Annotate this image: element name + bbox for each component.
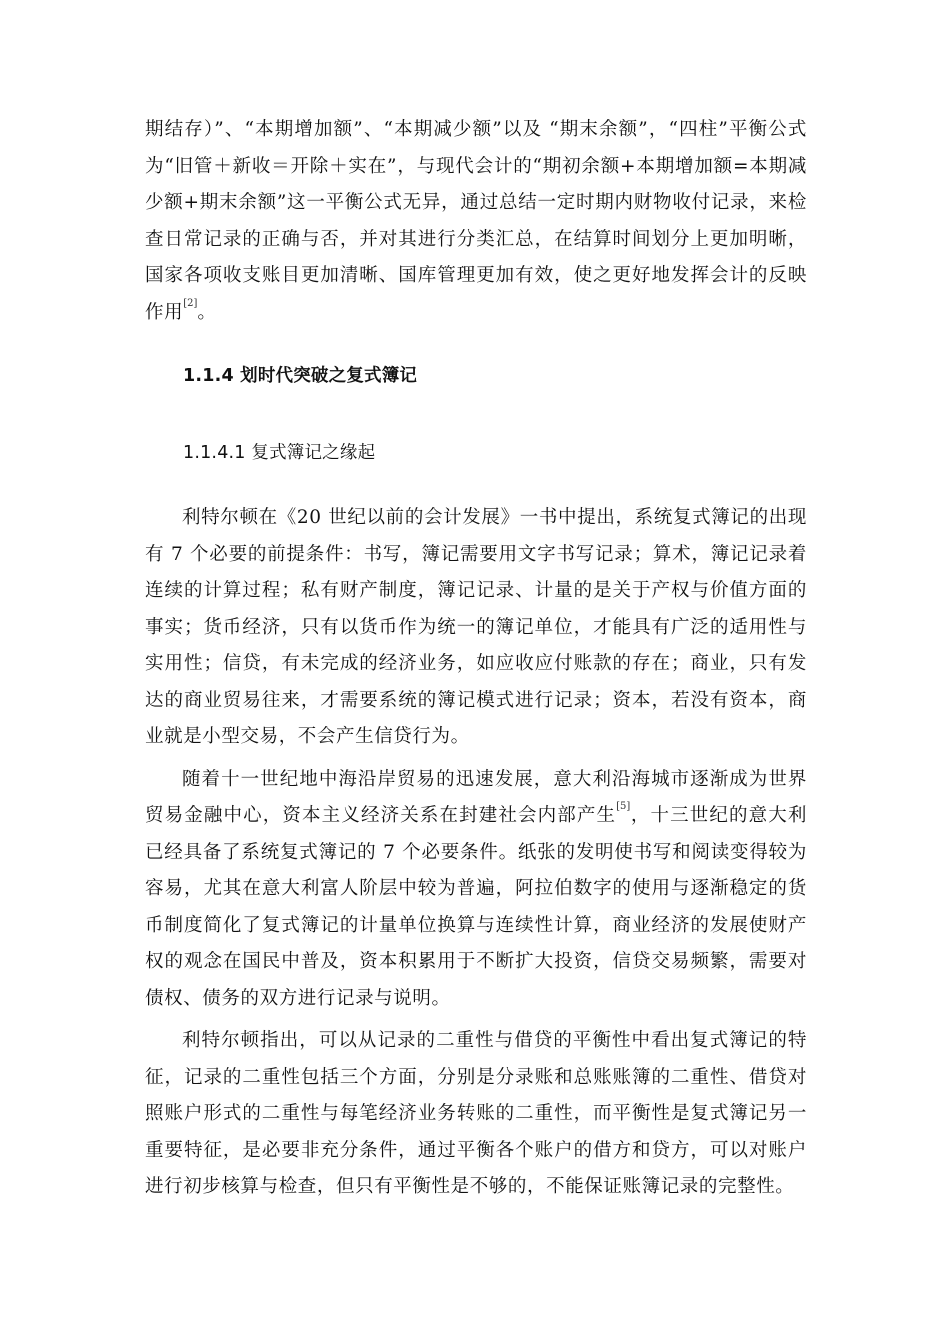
paragraph-text: ，十三世纪的意大利已经具备了系统复式簿记的 7 个必要条件。纸张的发明使书写和阅读变得较为容易，尤其在意大利富人阶层中较为普遍，阿拉伯数字的使用与逐渐稳定的货币制度简化了复式簿记的计量单位换算与连续性计算，商业经济的发展使财产权的观念在国民中普及，资本积累用于不断扩大投资，信贷交易频繁，需要对债权、债务的双方进行记录与说明。 [145, 805, 807, 1009]
paragraph-text: 随着十一世纪地中海沿岸贸易的迅速发展，意大利沿海城市逐渐成为世界贸易金融中心，资本主义经济关系在封建社会内部产生 [145, 768, 807, 826]
section-heading: 1.1.4 划时代突破之复式簿记 [183, 366, 418, 386]
citation-ref: [5] [616, 801, 631, 812]
section-heading-wrap [145, 361, 807, 391]
paragraph-italy-development [145, 762, 807, 1018]
paragraph-end: 。 [197, 301, 217, 323]
subsection-heading-wrap [145, 438, 807, 468]
paragraph-continued [145, 112, 807, 331]
paragraph-double-entry-features: 利特尔顿指出，可以从记录的二重性与借贷的平衡性中看出复式簿记的特征，记录的二重性包括三个方面，分别是分录账和总账账簿的二重性、借贷对照账户形式的二重性与每笔经济业务转账的二重性，而平衡性是复式簿记另一重要特征，是必要非充分条件，通过平衡各个账户的借方和贷方，可以对账户进行初步核算与检查，但只有平衡性是不够的，不能保证账簿记录的完整性。 [145, 1030, 807, 1197]
citation-ref: [2] [183, 297, 198, 309]
paragraph-text: 期结存）”、“本期增加额”、“本期减少额”以及 “期末余额”，“四柱”平衡公式为“旧管＋新收＝开除＋实在”，与现代会计的“期初余额+本期增加额=本期减少额+期末余额”这一平衡公式无异，通过总结一定时期内财物收付记录，来检查日常记录的正确与否，并对其进行分类汇总，在结算时间划分上更加明晰，国家各项收支账目更加清晰、国库管理更加有效，使之更好地发挥会计的反映作用 [145, 119, 807, 323]
paragraph-littleton-conditions: 利特尔顿在《20 世纪以前的会计发展》一书中提出，系统复式簿记的出现有 7 个必要的前提条件：书写，簿记需要用文字书写记录；算术，簿记记录着连续的计算过程；私有财产制度，簿记记录、计量的是关于产权与价值方面的事实；货币经济，只有以货币作为统一的簿记单位，才能具有广泛的适用性与实用性；信贷，有未完成的经济业务，如应收应付账款的存在；商业，只有发达的商业贸易往来，才需要系统的簿记模式进行记录；资本，若没有资本，商业就是小型交易，不会产生信贷行为。 [145, 507, 807, 747]
subsection-heading: 1.1.4.1 复式簿记之缘起 [183, 443, 376, 463]
page-content [145, 112, 807, 1206]
